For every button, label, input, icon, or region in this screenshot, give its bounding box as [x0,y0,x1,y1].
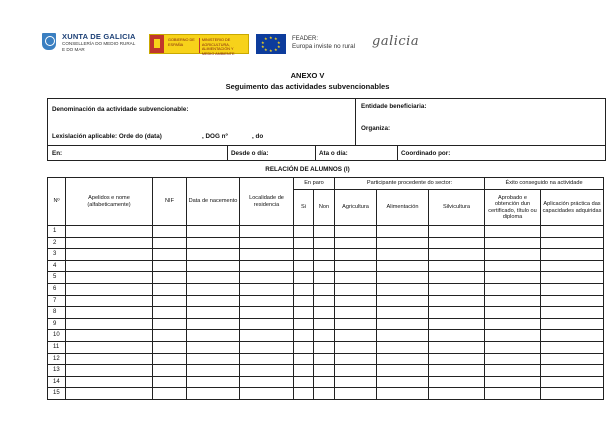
table-cell[interactable] [429,318,485,330]
table-cell[interactable] [485,353,541,365]
table-cell[interactable] [314,353,335,365]
table-cell[interactable] [314,226,335,238]
table-cell[interactable] [541,376,604,388]
table-cell[interactable] [187,353,240,365]
table-cell[interactable] [335,295,377,307]
table-cell[interactable] [294,318,314,330]
table-cell[interactable] [429,330,485,342]
table-cell[interactable] [187,341,240,353]
gobierno-logo [149,34,249,54]
table-cell[interactable] [335,318,377,330]
table-cell[interactable] [153,376,187,388]
table-cell[interactable] [153,341,187,353]
row-number: 7 [48,295,66,307]
table-cell[interactable] [541,295,604,307]
table-cell[interactable] [541,388,604,400]
table-cell[interactable] [314,260,335,272]
table-cell[interactable] [314,330,335,342]
galicia-logo: galicia [372,34,420,49]
table-cell[interactable] [66,307,153,319]
table-cell[interactable] [314,272,335,284]
row-number: 14 [48,376,66,388]
table-cell[interactable] [294,388,314,400]
table-cell[interactable] [153,283,187,295]
table-cell[interactable] [240,272,294,284]
info-divider [227,145,228,161]
table-cell[interactable] [541,307,604,319]
table-cell[interactable] [377,272,429,284]
table-cell[interactable] [66,283,153,295]
table-row [48,318,604,330]
feader-logo [292,36,355,51]
table-cell[interactable] [335,376,377,388]
row-number: 10 [48,330,66,342]
table-cell[interactable] [187,283,240,295]
table-cell[interactable] [335,249,377,261]
table-cell[interactable] [485,330,541,342]
table-cell[interactable] [377,260,429,272]
table-row [48,226,604,238]
info-divider [315,145,316,161]
table-cell[interactable] [153,318,187,330]
table-cell[interactable] [66,295,153,307]
info-divider [48,145,605,146]
table-cell[interactable] [541,365,604,377]
table-row [48,283,604,295]
header-aplicacion: Aplicación práctica das capacidades adquiridas [541,190,604,226]
table-cell[interactable] [335,226,377,238]
students-table-body [48,226,604,400]
table-cell[interactable] [335,341,377,353]
table-cell[interactable] [240,341,294,353]
table-cell[interactable] [335,365,377,377]
table-row [48,330,604,342]
table-cell[interactable] [429,226,485,238]
table-cell[interactable] [240,226,294,238]
table-cell[interactable] [377,388,429,400]
table-cell[interactable] [377,318,429,330]
table-cell[interactable] [485,365,541,377]
table-cell[interactable] [187,365,240,377]
row-number: 13 [48,365,66,377]
table-row [48,249,604,261]
table-cell[interactable] [335,272,377,284]
table-cell[interactable] [429,307,485,319]
table-cell[interactable] [429,249,485,261]
table-cell[interactable] [66,237,153,249]
table-cell[interactable] [187,318,240,330]
header-alimentacion: Alimentación [377,190,429,226]
table-cell[interactable] [240,260,294,272]
table-row [48,341,604,353]
table-cell[interactable] [429,341,485,353]
table-cell[interactable] [541,353,604,365]
table-cell[interactable] [187,295,240,307]
table-cell[interactable] [314,237,335,249]
table-cell[interactable] [335,330,377,342]
table-cell[interactable] [66,249,153,261]
table-cell[interactable] [66,388,153,400]
table-cell[interactable] [294,226,314,238]
table-row [48,237,604,249]
organiza-label: Organiza: [361,125,391,132]
table-cell[interactable] [153,226,187,238]
table-cell[interactable] [66,318,153,330]
table-cell[interactable] [240,295,294,307]
table-row [48,272,604,284]
table-cell[interactable] [240,353,294,365]
table-cell[interactable] [314,376,335,388]
table-cell[interactable] [294,353,314,365]
table-cell[interactable] [485,376,541,388]
table-cell[interactable] [377,341,429,353]
table-cell[interactable] [66,272,153,284]
table-cell[interactable] [429,237,485,249]
table-cell[interactable] [429,295,485,307]
table-cell[interactable] [377,237,429,249]
table-cell[interactable] [66,376,153,388]
table-cell[interactable] [377,295,429,307]
xunta-sub-1: CONSELLERÍA DO MEDIO RURAL [62,41,136,46]
table-cell[interactable] [294,376,314,388]
table-cell[interactable] [153,365,187,377]
students-table [47,177,604,400]
table-cell[interactable] [541,249,604,261]
table-cell[interactable] [240,237,294,249]
table-cell[interactable] [541,237,604,249]
xunta-shield-icon [42,33,56,50]
row-number: 15 [48,388,66,400]
table-cell[interactable] [377,283,429,295]
table-cell[interactable] [314,318,335,330]
table-cell[interactable] [335,283,377,295]
row-number: 4 [48,260,66,272]
table-cell[interactable] [153,249,187,261]
table-cell[interactable] [314,295,335,307]
table-row [48,307,604,319]
table-cell[interactable] [187,226,240,238]
info-divider [355,99,356,145]
spain-shield-icon [150,35,164,53]
table-row [48,260,604,272]
table-cell[interactable] [294,341,314,353]
row-number: 2 [48,237,66,249]
table-cell[interactable] [541,341,604,353]
table-cell[interactable] [294,249,314,261]
table-cell[interactable] [377,353,429,365]
table-cell[interactable] [294,237,314,249]
info-divider [397,145,398,161]
table-cell[interactable] [541,226,604,238]
students-table-wrap [47,177,604,400]
table-cell[interactable] [377,330,429,342]
table-cell[interactable] [377,365,429,377]
table-cell[interactable] [153,353,187,365]
table-row [48,376,604,388]
table-cell[interactable] [314,283,335,295]
table-cell[interactable] [153,388,187,400]
table-cell[interactable] [153,330,187,342]
table-cell[interactable] [485,272,541,284]
table-cell[interactable] [187,307,240,319]
table-cell[interactable] [66,260,153,272]
table-cell[interactable] [66,330,153,342]
table-cell[interactable] [294,307,314,319]
row-number: 5 [48,272,66,284]
table-cell[interactable] [294,260,314,272]
row-number: 6 [48,283,66,295]
table-cell[interactable] [541,260,604,272]
table-cell[interactable] [429,283,485,295]
table-cell[interactable] [377,249,429,261]
table-row [48,388,604,400]
header-si: Si [294,190,314,226]
table-cell[interactable] [335,237,377,249]
table-cell[interactable] [377,307,429,319]
table-cell[interactable] [240,283,294,295]
table-cell[interactable] [485,237,541,249]
table-cell[interactable] [153,295,187,307]
table-cell[interactable] [541,272,604,284]
xunta-name: XUNTA DE GALICIA [62,32,136,41]
dog-label: , DOG nº [202,133,228,140]
table-cell[interactable] [377,376,429,388]
table-cell[interactable] [314,388,335,400]
table-cell[interactable] [485,307,541,319]
header-silvicultura: Silvicultura [429,190,485,226]
header-non: Non [314,190,335,226]
header-aprobado: Aprobado e obtención dun certificado, título ou diploma [485,190,541,226]
table-cell[interactable] [429,376,485,388]
table-cell[interactable] [294,283,314,295]
table-row [48,295,604,307]
table-cell[interactable] [429,388,485,400]
eu-flag-icon: ★ ★ ★ ★ ★ ★ ★ ★ ★ ★ [256,34,286,54]
header-exito: Éxito conseguido na actividade [485,178,604,190]
table-cell[interactable] [187,330,240,342]
table-cell[interactable] [485,318,541,330]
row-number: 12 [48,353,66,365]
table-cell[interactable] [485,283,541,295]
table-cell[interactable] [314,307,335,319]
annex-title: ANEXO V [290,71,325,80]
table-cell[interactable] [66,353,153,365]
table-cell[interactable] [335,353,377,365]
table-cell[interactable] [429,260,485,272]
table-cell[interactable] [485,226,541,238]
table-cell[interactable] [240,376,294,388]
desde-label: Desde o día: [231,150,269,157]
table-cell[interactable] [485,341,541,353]
header-en-paro: En paro [294,178,335,190]
table-cell[interactable] [187,260,240,272]
table-cell[interactable] [66,226,153,238]
table-row [48,353,604,365]
table-cell[interactable] [485,260,541,272]
activity-info-box [47,98,606,161]
lexislacion-label: Lexislación aplicable: Orde do (data) [52,133,162,140]
xunta-sub-2: E DO MAR [62,46,85,52]
table-cell[interactable] [314,249,335,261]
table-row [48,365,604,377]
table-cell[interactable] [66,365,153,377]
table-cell[interactable] [66,341,153,353]
table-cell[interactable] [541,330,604,342]
gobierno-name: GOBIERNO DE ESPAÑA [168,38,195,47]
header-agricultura: Agricultura [335,190,377,226]
row-number: 11 [48,341,66,353]
table-cell[interactable] [541,318,604,330]
table-cell[interactable] [429,353,485,365]
header-apelidos: Apelidos e nome (alfabeticamente) [66,178,153,226]
table-cell[interactable] [153,272,187,284]
row-number: 9 [48,318,66,330]
table-cell[interactable] [240,318,294,330]
coordinado-label: Coordinado por: [401,150,451,157]
table-cell[interactable] [314,365,335,377]
table-cell[interactable] [187,249,240,261]
header-participante: Participante procedente do sector: [335,178,485,190]
relacion-title: RELACIÓN DE ALUMNOS (I) [265,166,350,173]
table-cell[interactable] [240,330,294,342]
table-cell[interactable] [294,272,314,284]
row-number: 8 [48,307,66,319]
table-cell[interactable] [294,295,314,307]
document-subtitle: Seguimento das actividades subvencionables [225,82,390,91]
table-cell[interactable] [377,226,429,238]
table-cell[interactable] [240,365,294,377]
table-cell[interactable] [240,388,294,400]
table-cell[interactable] [187,376,240,388]
feader-label: FEADER: [292,36,319,42]
table-cell[interactable] [429,365,485,377]
table-cell[interactable] [429,272,485,284]
en-label: En: [52,150,63,157]
logos-header [42,30,422,60]
table-cell[interactable] [541,283,604,295]
entidade-label: Entidade beneficiaria: [361,103,427,110]
feader-slogan: Europa inviste no rural [292,43,356,50]
table-cell[interactable] [314,341,335,353]
ministerio-name: MINISTERIO DE AGRICULTURA, ALIMENTACIÓN Y MEDIO AMBIENTE [199,38,245,53]
table-cell[interactable] [294,365,314,377]
xunta-logo [42,32,136,58]
table-cell[interactable] [153,237,187,249]
table-cell[interactable] [187,272,240,284]
ata-label: Ata o día: [319,150,348,157]
row-number: 1 [48,226,66,238]
table-cell[interactable] [335,307,377,319]
do-label: , do [252,133,264,140]
table-cell[interactable] [240,249,294,261]
header-localidade: Localidade de residencia [240,178,294,226]
table-cell[interactable] [240,307,294,319]
table-cell[interactable] [335,388,377,400]
table-cell[interactable] [294,330,314,342]
row-number: 3 [48,249,66,261]
table-cell[interactable] [335,260,377,272]
header-data: Data de nacemento [187,178,240,226]
table-cell[interactable] [485,295,541,307]
header-num: Nº [48,178,66,226]
table-cell[interactable] [485,249,541,261]
table-cell[interactable] [187,388,240,400]
table-cell[interactable] [485,388,541,400]
header-nif: NIF [153,178,187,226]
denominacion-label: Denominación da actividade subvencionable: [52,106,189,113]
table-cell[interactable] [153,307,187,319]
table-cell[interactable] [187,237,240,249]
table-cell[interactable] [153,260,187,272]
